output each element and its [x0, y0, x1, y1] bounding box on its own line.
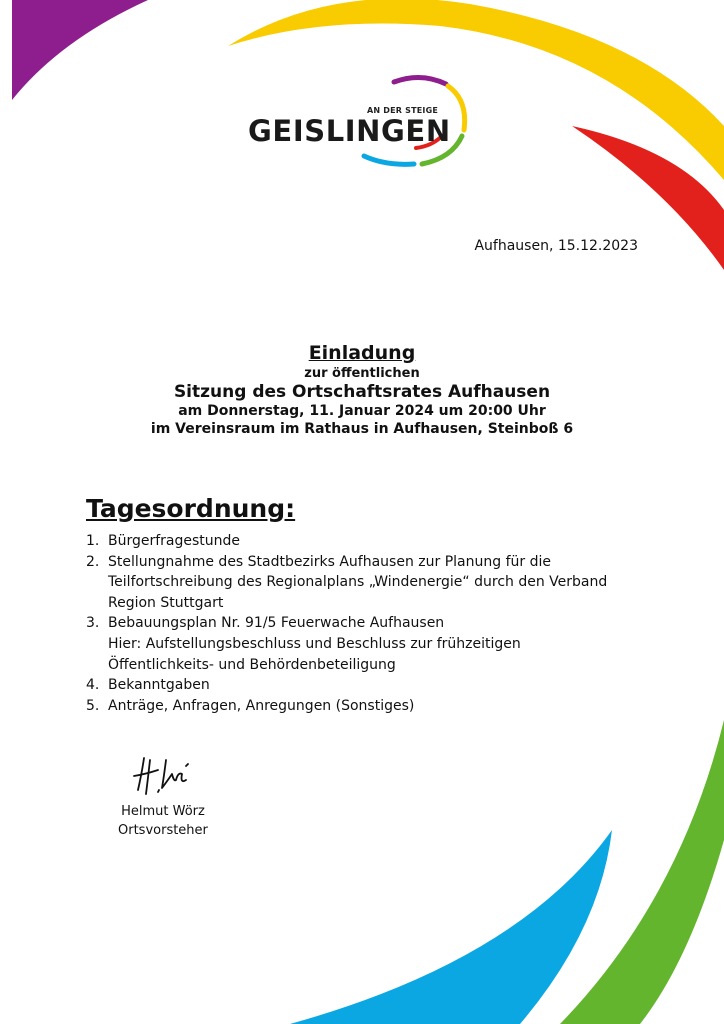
- agenda-item-text: Teilfortschreibung des Regionalplans „Windenergie“ durch den Verband: [108, 574, 608, 591]
- agenda-item-number: 4.: [86, 677, 100, 694]
- agenda-item-text: Region Stuttgart: [108, 594, 224, 611]
- agenda-item-text: Bekanntgaben: [108, 677, 210, 694]
- agenda-item-number: 5.: [86, 697, 100, 714]
- purple-swoosh: [12, 0, 148, 100]
- logo-arc-purple: [394, 77, 446, 84]
- invitation-line-3: am Donnerstag, 11. Januar 2024 um 20:00 Uhr: [178, 403, 546, 420]
- agenda-item-number: 3.: [86, 615, 100, 632]
- invitation-line-2: Sitzung des Ortschaftsrates Aufhausen: [173, 382, 551, 402]
- agenda-item: [86, 696, 646, 717]
- logo-name: GEISLINGEN: [248, 114, 451, 148]
- agenda-item-number: 2.: [86, 553, 100, 570]
- signer-name: Helmut Wörz: [121, 804, 205, 819]
- agenda-item: [86, 531, 646, 552]
- logo-arc-blue: [364, 156, 414, 164]
- invitation-heading: [0, 342, 724, 438]
- signer-block: [118, 802, 208, 840]
- agenda-item: [86, 675, 646, 696]
- blue-swoosh: [290, 830, 612, 1024]
- agenda-list: [86, 531, 646, 716]
- invitation-title: Einladung: [308, 342, 416, 364]
- agenda-item-number: 1.: [86, 533, 100, 549]
- agenda-title: Tagesordnung:: [86, 494, 296, 523]
- logo-subtitle: AN DER STEIGE: [367, 106, 439, 115]
- date-line: Aufhausen, 15.12.2023: [474, 238, 638, 254]
- agenda-item-text: Bebauungsplan Nr. 91/5 Feuerwache Aufhausen: [108, 615, 445, 632]
- agenda-item-text: Anträge, Anfragen, Anregungen (Sonstiges): [108, 697, 415, 714]
- agenda-item-text: Öffentlichkeits- und Behördenbeteiligung: [108, 656, 396, 673]
- invitation-line-1: zur öffentlichen: [304, 365, 420, 381]
- agenda-item: [86, 552, 646, 614]
- agenda-item-text: Hier: Aufstellungsbeschluss und Beschluss zur frühzeitigen: [108, 635, 521, 652]
- agenda-item-text: Bürgerfragestunde: [108, 533, 241, 549]
- signer-role: Ortsvorsteher: [118, 823, 208, 838]
- agenda-item: [86, 613, 646, 675]
- agenda-item-text: Stellungnahme des Stadtbezirks Aufhausen zur Planung für die: [108, 553, 551, 570]
- invitation-line-4: im Vereinsraum im Rathaus in Aufhausen, Steinboß 6: [150, 420, 574, 437]
- handwritten-signature: [128, 750, 198, 800]
